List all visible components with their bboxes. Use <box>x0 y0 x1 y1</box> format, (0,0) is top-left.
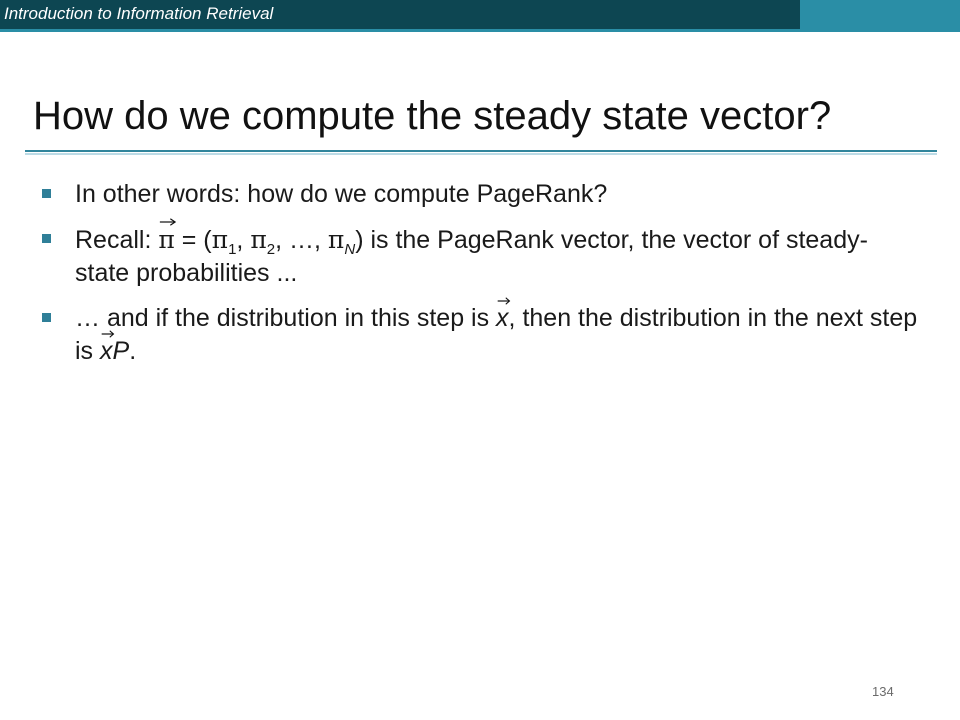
title-rule <box>25 150 937 152</box>
vector-arrow-icon <box>159 217 176 227</box>
vector-arrow-icon <box>497 296 511 306</box>
bullet-item-2: Recall: $\pi = (\pi_1$, $\pi_2$, …, $\pi_N$) is the PageRank vector, the vector of steady-state probabilities ... <box>40 223 920 290</box>
bullet-item-3: … and if the distribution in this step is x, then the distribution in the next step is xP. <box>40 302 920 368</box>
course-title: Introduction to Information Retrieval <box>4 4 274 23</box>
bullet-square-icon <box>42 234 51 243</box>
bullet-list <box>40 178 920 380</box>
pagerank-vector-symbol: π <box>158 223 174 256</box>
header-divider <box>0 29 960 32</box>
bullet-square-icon <box>42 189 51 198</box>
bullet-prefix: … and if the distribution in this step is <box>75 304 497 332</box>
bullet-item-1 <box>40 178 920 211</box>
distribution-vector-x-next: x <box>100 335 113 368</box>
bullet-prefix: Recall: <box>75 226 159 254</box>
title-rule-shadow <box>25 153 937 155</box>
header-accent <box>800 0 960 29</box>
bullet-square-icon <box>42 313 51 322</box>
page-number: 134 <box>872 684 894 699</box>
distribution-vector-x: x <box>496 302 509 335</box>
header-bar <box>0 0 800 29</box>
slide-title: How do we compute the steady state vector? <box>33 94 832 138</box>
vector-arrow-icon <box>101 329 115 339</box>
bullet-text: In other words: how do we compute PageRank? <box>75 180 608 208</box>
